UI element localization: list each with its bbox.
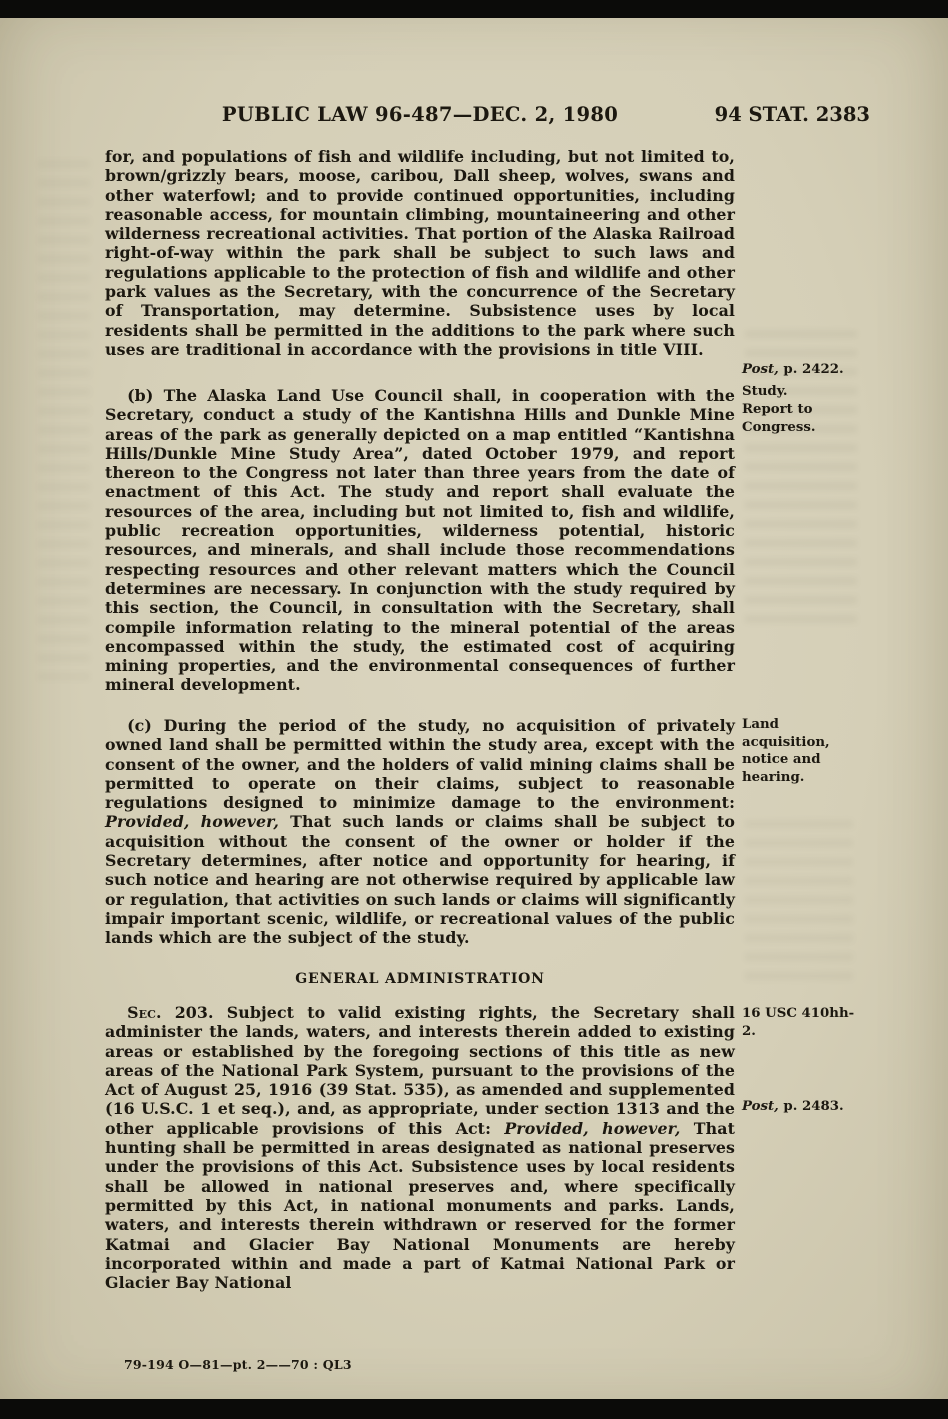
note-land-acquisition [742, 716, 860, 786]
text-segment: Post, [742, 1099, 779, 1114]
note-16-usc-410hh-2 [742, 1005, 860, 1040]
note-report-to-congress [742, 401, 860, 436]
scan-edge-bottom-bar [0, 1399, 948, 1419]
text-segment: Provided, however, [105, 812, 279, 832]
note-post-2422 [742, 361, 860, 379]
text-segment: p. 2422. [778, 362, 844, 377]
statute-page-number: 94 STAT. 2383 [714, 103, 870, 126]
text-segment: for, and populations of fish and wildlife including, but not limited to, brown/grizzly bears, moose, caribou, Dall sheep, wolves, swans and other waterfowl; and to provide continued opportunities, including reasonable access, for mountain climbing, mountaineering and other wilderness recreational activities. That portion of the Alaska Railroad right-of-way within the park shall be subject to such laws and regulations applicable to the protection of fish and wildlife and other park values as the Secretary, with the concurrence of the Secretary of Transportation, may determine. Subsistence uses by local residents shall be permitted in the additions to the park where such uses are traditional in accordance with the provisions in title VIII. [105, 147, 735, 359]
print-code: 79-194 O—81—pt. 2——70 : QL3 [124, 1357, 352, 1372]
text-segment: Land acquisition, notice and hearing. [742, 717, 830, 785]
text-segment: Study. [742, 384, 788, 399]
text-segment: That such lands or claims shall be subject to acquisition without the consent of the owner or holder if the Secretary determines, after notice and opportunity for hearing, if such notice and hearing are not otherwise required by applicable law or regulation, that activities on such lands or claims will significantly impair important scenic, wildlife, or recreational values of the public lands which are the subject of the study. [105, 812, 735, 948]
note-post-2483 [742, 1098, 860, 1116]
general-administration-heading: GENERAL ADMINISTRATION [295, 971, 545, 987]
paragraph-fish-wildlife [105, 147, 735, 359]
paragraph-c-land-acquisition [105, 716, 735, 948]
margin-notes [742, 0, 860, 1419]
body-text [105, 0, 735, 1419]
text-segment: Report to Congress. [742, 402, 816, 435]
paragraph-b-study [105, 386, 735, 695]
law-title: PUBLIC LAW 96-487—DEC. 2, 1980 [221, 103, 619, 126]
bleed-through-smudge [38, 160, 90, 680]
text-segment: p. 2483. [778, 1099, 844, 1114]
text-segment: That hunting shall be permitted in areas designated as national preserves under the provisions of this Act. Subsistence uses by local residents shall be allowed in national preserves and, where specifically permitted by this Act, in national monuments and parks. Lands, waters, and interests therein withdrawn or reserved for the former Katmai and Glacier Bay National Monuments are hereby incorporated within and made a part of Katmai National Park or Glacier Bay National [105, 1118, 735, 1293]
text-segment: (b) The Alaska Land Use Council shall, in cooperation with the Secretary, conduct a study of the Kantishna Hills and Dunkle Mine areas of the park as generally depicted on a map entitled “Kantishna Hills/Dunkle Mine Study Area”, dated October 1979, and report thereon to the Congress not later than three years from the date of enactment of this Act. The study and report shall evaluate the resources of the area, including but not limited to, fish and wildlife, public recreation opportunities, wilderness potential, historic resources, and minerals, and shall include those recommendations respecting resources and other relevant matters which the Council determines are necessary. In conjunction with the study required by this section, the Council, in consultation with the Secretary, shall compile information relating to the mineral potential of the areas encompassed within the study, the estimated cost of acquiring mining properties, and the environmental consequences of further mineral development. [105, 386, 735, 695]
text-segment: Sec. 203. [127, 1003, 214, 1022]
text-segment: Provided, however, [504, 1118, 681, 1138]
text-segment: Post, [742, 362, 779, 377]
text-segment: 16 USC 410hh-2. [742, 1006, 855, 1039]
sec-203-paragraph [105, 1003, 735, 1292]
note-study [742, 383, 860, 401]
text-segment: (c) During the period of the study, no acquisition of privately owned land shall be permitted within the study area, except with the consent of the owner, and the holders of valid mining claims shall be permitted to operate on their claims, subject to reasonable regulations designed to minimize damage to the environment: [105, 716, 735, 813]
text-segment: Subject to valid existing rights, the Secretary shall administer the lands, waters, and interests therein added to existing areas or established by the foregoing sections of this title as new areas of the National Park System, pursuant to the provisions of the Act of August 25, 1916 (39 Stat. 535), as amended and supplemented (16 U.S.C. 1 et seq.), and, as appropriate, under section 1313 and the other applicable provisions of this Act: [105, 1003, 735, 1138]
